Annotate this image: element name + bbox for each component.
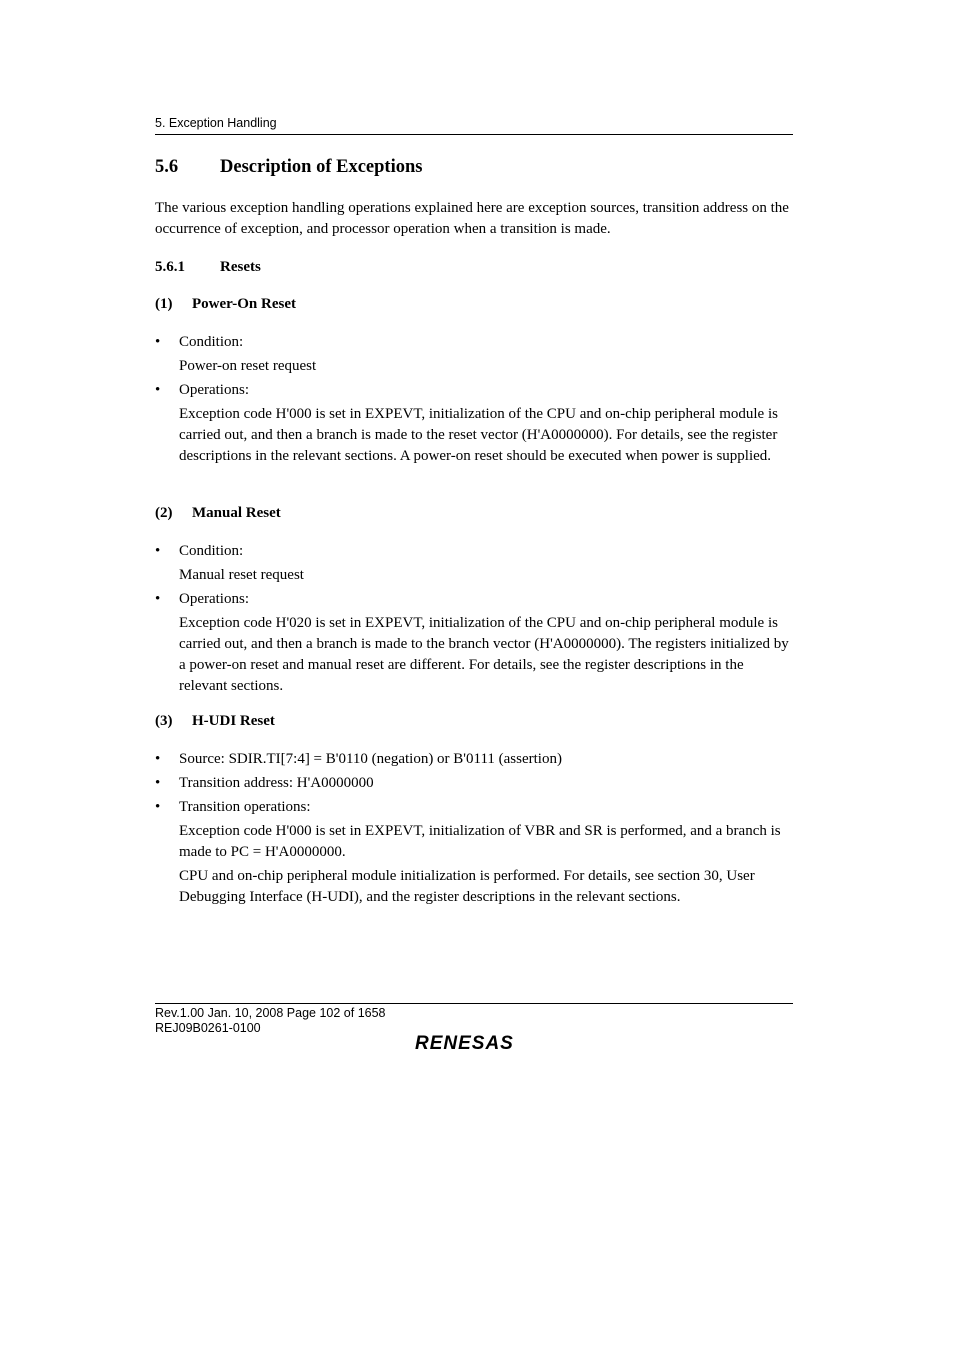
bullet-icon: •	[155, 334, 161, 350]
item-label: Source: SDIR.TI[7:4] = B'0110 (negation) or B'0111 (assertion)	[179, 751, 562, 767]
bullet-icon: •	[155, 751, 161, 767]
item-label: Condition:	[179, 543, 244, 559]
item-text: Manual reset request	[179, 567, 304, 583]
list-item	[155, 589, 795, 613]
renesas-logo: RENESAS	[415, 1033, 514, 1054]
item-label: Operations:	[179, 591, 249, 607]
manual-reset-body	[155, 541, 795, 700]
section-heading	[155, 157, 422, 178]
heading-number: (3)	[155, 713, 173, 729]
running-header: 5. Exception Handling	[155, 116, 793, 135]
heading-title: Manual Reset	[192, 505, 281, 521]
item-label: Condition:	[179, 334, 244, 350]
hudi-reset-body	[155, 749, 795, 911]
hudi-reset-heading	[155, 713, 275, 730]
section-number: 5.6	[155, 157, 179, 177]
section-title: Description of Exceptions	[220, 157, 423, 177]
manual-reset-heading	[155, 505, 281, 522]
list-item	[155, 332, 795, 356]
bullet-icon: •	[155, 799, 161, 815]
list-item	[155, 773, 795, 797]
item-label: Operations:	[179, 382, 249, 398]
item-text: CPU and on-chip peripheral module initialization is performed. For details, see section 30, User Debugging Interface (H-UDI), and the register descriptions in the relevant sections.	[179, 868, 755, 905]
list-item	[155, 749, 795, 773]
bullet-icon: •	[155, 543, 161, 559]
item-text: Exception code H'020 is set in EXPEVT, initialization of the CPU and on-chip peripheral module is carried out, and then a branch is made to the branch vector (H'A0000000). The registers initialized by a power-on reset and manual reset are different. For details, see the register descriptions in the relevant sections.	[179, 615, 789, 694]
page-footer	[155, 1003, 793, 1036]
footer-revision: Rev.1.00 Jan. 10, 2008 Page 102 of 1658	[155, 1006, 386, 1020]
item-text: Power-on reset request	[179, 358, 317, 374]
item-label: Transition address: H'A0000000	[179, 775, 374, 791]
power-on-reset-heading	[155, 296, 296, 313]
subsection-heading	[155, 259, 261, 276]
subsection-title: Resets	[220, 259, 261, 275]
heading-title: H-UDI Reset	[192, 713, 275, 729]
subsection-number: 5.6.1	[155, 259, 185, 275]
item-text: Exception code H'000 is set in EXPEVT, initialization of VBR and SR is performed, and a branch is made to PC = H'A0000000.	[179, 823, 781, 860]
item-label: Transition operations:	[179, 799, 311, 815]
power-on-reset-body	[155, 332, 795, 470]
list-item	[155, 541, 795, 565]
list-item	[155, 380, 795, 404]
list-item	[155, 797, 795, 821]
footer-doc-number: REJ09B0261-0100	[155, 1021, 261, 1035]
intro-paragraph: The various exception handling operations explained here are exception sources, transition address on the occurrence of exception, and processor operation when a transition is made.	[155, 200, 789, 237]
heading-number: (1)	[155, 296, 173, 312]
bullet-icon: •	[155, 775, 161, 791]
bullet-icon: •	[155, 382, 161, 398]
heading-number: (2)	[155, 505, 173, 521]
heading-title: Power-On Reset	[192, 296, 296, 312]
bullet-icon: •	[155, 591, 161, 607]
item-text: Exception code H'000 is set in EXPEVT, initialization of the CPU and on-chip peripheral module is carried out, and then a branch is made to the reset vector (H'A0000000). For details, see the register descriptions in the relevant sections. A power-on reset should be executed when power is supplied.	[179, 406, 778, 464]
